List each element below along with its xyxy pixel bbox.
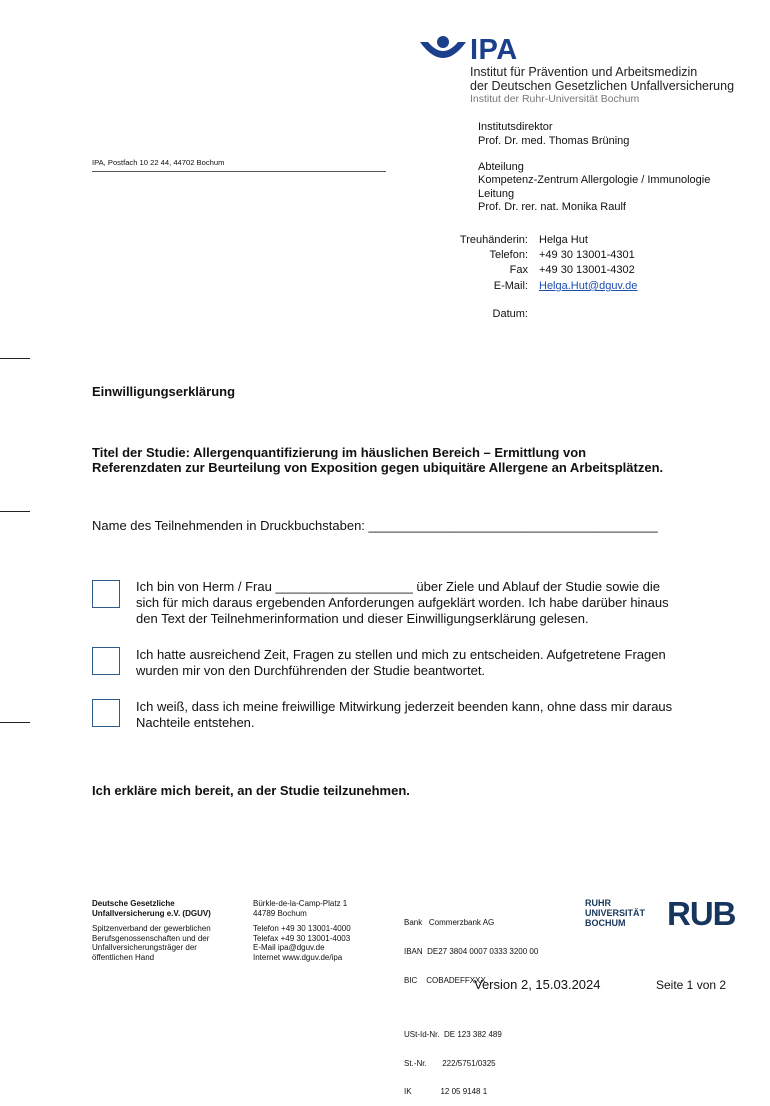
footer-fax: Telefax +49 30 13001-4003 (253, 933, 351, 943)
footer-stnr: St.-Nr. 222/5751/0325 (404, 1058, 496, 1068)
footer-mail: E-Mail ipa@dguv.de (253, 943, 325, 953)
footer-org-desc-4: öffentlichen Hand (92, 952, 155, 962)
consent-text-3 (136, 699, 672, 731)
footer-web: Internet www.dguv.de/ipa (253, 952, 343, 962)
consent-3-line-1: Ich weiß, dass ich meine freiwillige Mitwirkung jederzeit beenden kann, ohne dass mir daraus (136, 699, 673, 714)
institute-line-3: Institut der Ruhr-Universität Bochum (470, 93, 640, 105)
rub-logo-line-2: UNIVERSITÄT (585, 908, 646, 918)
fold-mark-middle (0, 511, 30, 512)
phone-value: +49 30 13001-4301 (539, 249, 635, 261)
consent-checkbox-1[interactable] (92, 580, 120, 608)
fold-mark-top (0, 358, 30, 359)
consent-1-line-3: den Text der Teilnehmerinformation und dieser Einwilligungserklärung gelesen. (136, 611, 589, 626)
footer-org-desc-1: Spitzenverband der gewerblichen (92, 924, 211, 934)
trustee-value: Helga Hut (539, 234, 588, 246)
rub-logo-line-1: RUHR (585, 898, 611, 908)
study-title-line-2: Referenzdaten zur Beurteilung von Exposition gegen ubiquitäre Allergene an Arbeitsplätzen. (92, 460, 664, 475)
institute-line-2: der Deutschen Gesetzlichen Unfallversicherung (470, 79, 735, 93)
consent-checkbox-2[interactable] (92, 647, 120, 675)
page-number: Seite 1 von 2 (656, 978, 727, 992)
director-label: Institutsdirektor (478, 121, 553, 133)
date-label: Datum: (492, 308, 528, 320)
department-lead-label: Leitung (478, 188, 515, 200)
rub-logo-mark: RUB (667, 895, 736, 932)
footer-bic: BIC COBADEFFXXX (404, 975, 486, 985)
address-underline (92, 171, 386, 172)
footer-iban: IBAN DE27 3804 0007 0333 3200 00 (404, 946, 539, 956)
consent-2-line-1: Ich hatte ausreichend Zeit, Fragen zu stellen und mich zu entscheiden. Aufgetretene Fragen (136, 647, 666, 662)
footer-address-line-2: 44789 Bochum (253, 908, 307, 918)
consent-1-line-1: Ich bin von Herm / Frau ___________________ über Ziele und Ablauf der Studie sowie die (136, 579, 660, 594)
email-link[interactable]: Helga.Hut@dguv.de (539, 280, 638, 292)
sender-address-line: IPA, Postfach 10 22 44, 44702 Bochum (92, 158, 225, 167)
trustee-label: Treuhänderin: (459, 234, 528, 246)
footer-bank (404, 899, 538, 1106)
footer-org-desc-3: Unfallversicherungsträger der (92, 943, 197, 953)
consent-1-line-2: sich für mich daraus ergebenden Anforderungen aufgeklärt worden. Ich habe darüber hinaus (136, 595, 669, 610)
director-name: Prof. Dr. med. Thomas Brüning (478, 135, 630, 147)
document-version: Version 2, 15.03.2024 (474, 977, 601, 992)
consent-text-2 (136, 647, 666, 679)
consent-2-line-2: wurden mir von den Durchführenden der Studie beantwortet. (136, 663, 486, 678)
rub-logo (585, 897, 745, 933)
footer-ik: IK 12 05 9148 1 (404, 1087, 488, 1097)
footer-address (253, 899, 351, 963)
ipa-logo-text: IPA (470, 34, 518, 66)
consent-3-line-2: Nachteile entstehen. (136, 715, 255, 730)
consent-checkbox-3[interactable] (92, 699, 120, 727)
declaration-text: Ich erkläre mich bereit, an der Studie teilzunehmen. (92, 783, 410, 798)
study-title-line-1: Titel der Studie: Allergenquantifizierung im häuslichen Bereich – Ermittlung von (92, 445, 587, 460)
institute-line-1: Institut für Prävention und Arbeitsmedizin (470, 65, 698, 79)
footer-tel: Telefon +49 30 13001-4000 (253, 924, 351, 934)
ipa-logo (420, 32, 750, 108)
rub-logo-line-3: BOCHUM (585, 918, 626, 928)
participant-name-field[interactable]: Name des Teilnehmenden in Druckbuchstaben: ________________________________________ (92, 518, 658, 533)
footer-ust: USt-Id-Nr. DE 123 382 489 (404, 1029, 502, 1039)
department-lead-name: Prof. Dr. rer. nat. Monika Raulf (478, 201, 626, 213)
footer-bank-name: Bank Commerzbank AG (404, 918, 495, 928)
phone-label: Telefon: (489, 249, 528, 261)
department-name: Kompetenz-Zentrum Allergologie / Immunologie (478, 174, 711, 186)
consent-text-1 (136, 579, 669, 627)
department-label: Abteilung (478, 161, 524, 173)
footer-org-desc-2: Berufsgenossenschaften und der (92, 933, 210, 943)
document-title: Einwilligungserklärung (92, 384, 236, 399)
fax-label: Fax (509, 264, 528, 276)
fax-value: +49 30 13001-4302 (539, 264, 635, 276)
fold-mark-bottom (0, 722, 30, 723)
footer-org-line-1: Deutsche Gesetzliche (92, 899, 175, 908)
ipa-logo-icon (420, 36, 466, 66)
footer-org (92, 899, 211, 963)
footer-org-line-2: Unfallversicherung e.V. (DGUV) (92, 908, 211, 918)
footer-address-line-1: Bürkle-de-la-Camp-Platz 1 (253, 899, 348, 908)
email-label: E-Mail: (493, 280, 528, 292)
